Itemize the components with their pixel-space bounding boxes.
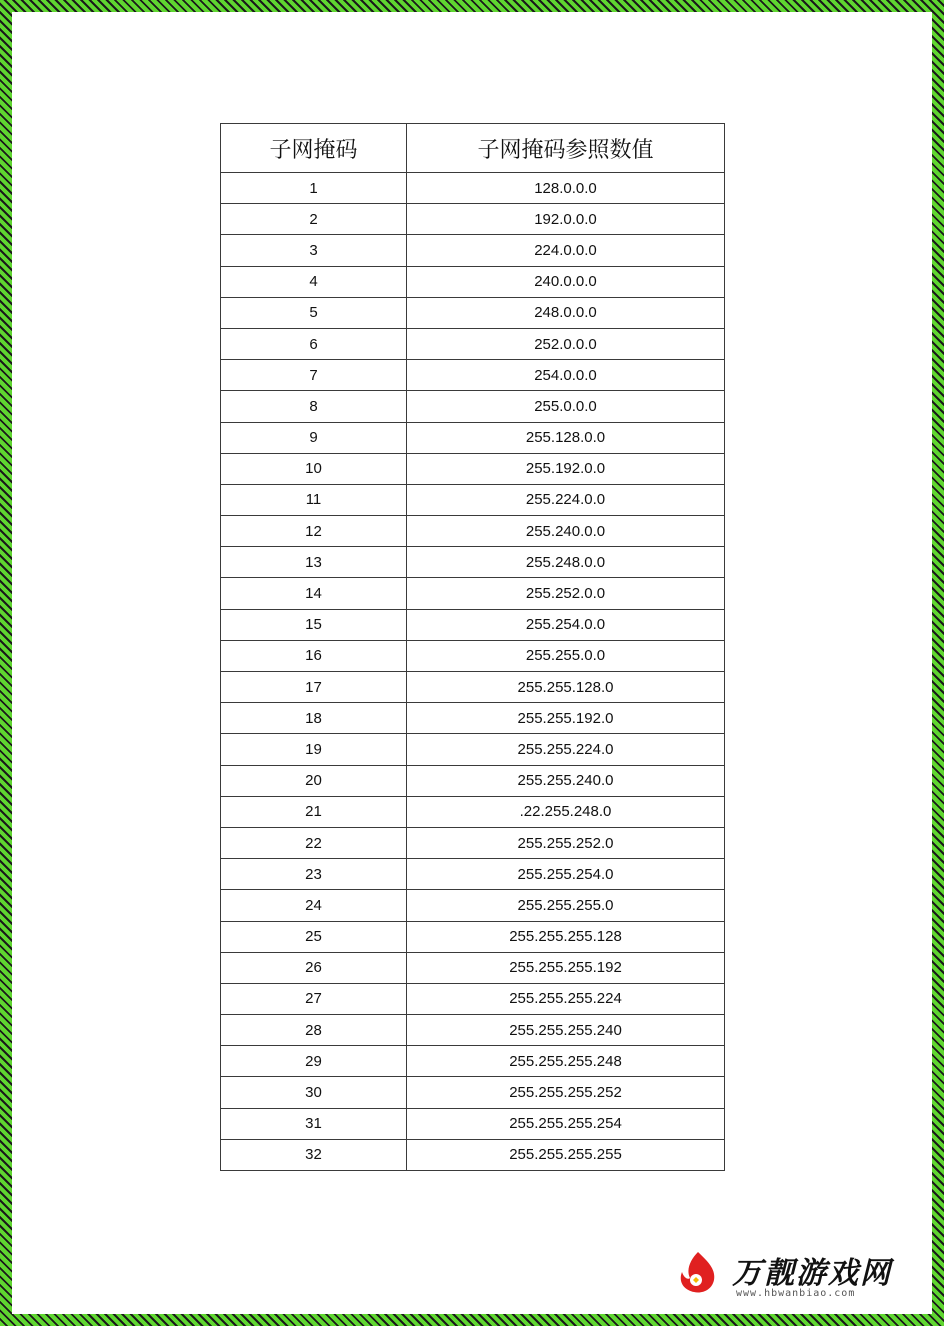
mask-prefix-cell: 6 [221,328,407,359]
mask-prefix-cell: 14 [221,578,407,609]
mask-value-cell: 255.240.0.0 [407,516,725,547]
mask-prefix-cell: 5 [221,297,407,328]
mask-prefix-cell: 7 [221,360,407,391]
mask-prefix-cell: 4 [221,266,407,297]
mask-prefix-cell: 32 [221,1139,407,1170]
mask-prefix-cell: 16 [221,640,407,671]
mask-value-cell: 255.255.255.192 [407,952,725,983]
table-row [221,1108,725,1139]
mask-value-cell: 255.255.192.0 [407,703,725,734]
table-row [221,796,725,827]
table-body [221,173,725,1171]
table-row [221,703,725,734]
table-row [221,952,725,983]
mask-value-cell: 255.192.0.0 [407,453,725,484]
mask-prefix-cell: 2 [221,204,407,235]
table-row [221,640,725,671]
table-row [221,1015,725,1046]
mask-prefix-cell: 10 [221,453,407,484]
table-row [221,734,725,765]
mask-prefix-cell: 13 [221,547,407,578]
table-row [221,1139,725,1170]
mask-prefix-cell: 24 [221,890,407,921]
mask-value-cell: 255.255.255.128 [407,921,725,952]
table-row [221,578,725,609]
document-page [14,14,930,1312]
mask-value-cell: 254.0.0.0 [407,360,725,391]
mask-value-cell: 255.255.255.224 [407,983,725,1014]
mask-prefix-cell: 30 [221,1077,407,1108]
table-row [221,297,725,328]
mask-value-cell: 255.255.255.252 [407,1077,725,1108]
mask-value-cell: 255.255.255.240 [407,1015,725,1046]
mask-value-cell: 255.255.0.0 [407,640,725,671]
table-row [221,765,725,796]
watermark-url: www.hbwanbiao.com [736,1288,856,1299]
mask-prefix-cell: 17 [221,672,407,703]
table-row [221,453,725,484]
mask-prefix-cell: 20 [221,765,407,796]
table-row [221,921,725,952]
mask-value-cell: 255.248.0.0 [407,547,725,578]
mask-prefix-cell: 12 [221,516,407,547]
table-row [221,422,725,453]
table-row [221,672,725,703]
mask-value-cell: 255.252.0.0 [407,578,725,609]
table-header-row [221,124,725,173]
mask-value-cell: 255.255.255.255 [407,1139,725,1170]
mask-value-cell: 255.255.255.248 [407,1046,725,1077]
mask-prefix-cell: 15 [221,609,407,640]
subnet-mask-table [220,123,725,1171]
table-row [221,890,725,921]
table-row [221,1046,725,1077]
mask-value-cell: .22.255.248.0 [407,796,725,827]
mask-prefix-cell: 21 [221,796,407,827]
table-row [221,235,725,266]
mask-value-cell: 255.224.0.0 [407,484,725,515]
mask-prefix-cell: 18 [221,703,407,734]
mask-prefix-cell: 23 [221,859,407,890]
mask-prefix-cell: 27 [221,983,407,1014]
table-row [221,391,725,422]
watermark-site-name: 万靓游戏网 [732,1256,892,1291]
mask-value-cell: 252.0.0.0 [407,328,725,359]
mask-prefix-cell: 28 [221,1015,407,1046]
header-reference-value: 子网掩码参照数值 [407,124,725,173]
mask-value-cell: 255.255.128.0 [407,672,725,703]
mask-value-cell: 255.255.224.0 [407,734,725,765]
mask-value-cell: 224.0.0.0 [407,235,725,266]
mask-prefix-cell: 1 [221,173,407,204]
mask-prefix-cell: 25 [221,921,407,952]
mask-value-cell: 255.0.0.0 [407,391,725,422]
mask-prefix-cell: 26 [221,952,407,983]
mask-value-cell: 240.0.0.0 [407,266,725,297]
red-flame-logo-icon [676,1250,720,1294]
site-watermark [670,1244,920,1306]
table-row [221,484,725,515]
mask-prefix-cell: 9 [221,422,407,453]
mask-value-cell: 255.128.0.0 [407,422,725,453]
table-row [221,173,725,204]
table-row [221,547,725,578]
mask-value-cell: 255.255.255.0 [407,890,725,921]
mask-prefix-cell: 19 [221,734,407,765]
header-subnet-mask: 子网掩码 [221,124,407,173]
table-row [221,859,725,890]
table-row [221,516,725,547]
table-row [221,983,725,1014]
table-row [221,360,725,391]
mask-value-cell: 255.255.252.0 [407,827,725,858]
mask-prefix-cell: 11 [221,484,407,515]
table-row [221,204,725,235]
mask-value-cell: 128.0.0.0 [407,173,725,204]
mask-value-cell: 255.255.255.254 [407,1108,725,1139]
mask-value-cell: 255.255.240.0 [407,765,725,796]
table-row [221,827,725,858]
table-row [221,609,725,640]
mask-prefix-cell: 31 [221,1108,407,1139]
table-row [221,328,725,359]
mask-value-cell: 255.255.254.0 [407,859,725,890]
mask-value-cell: 255.254.0.0 [407,609,725,640]
table-row [221,266,725,297]
mask-prefix-cell: 22 [221,827,407,858]
mask-value-cell: 248.0.0.0 [407,297,725,328]
mask-value-cell: 192.0.0.0 [407,204,725,235]
mask-prefix-cell: 3 [221,235,407,266]
mask-prefix-cell: 8 [221,391,407,422]
mask-prefix-cell: 29 [221,1046,407,1077]
table-row [221,1077,725,1108]
